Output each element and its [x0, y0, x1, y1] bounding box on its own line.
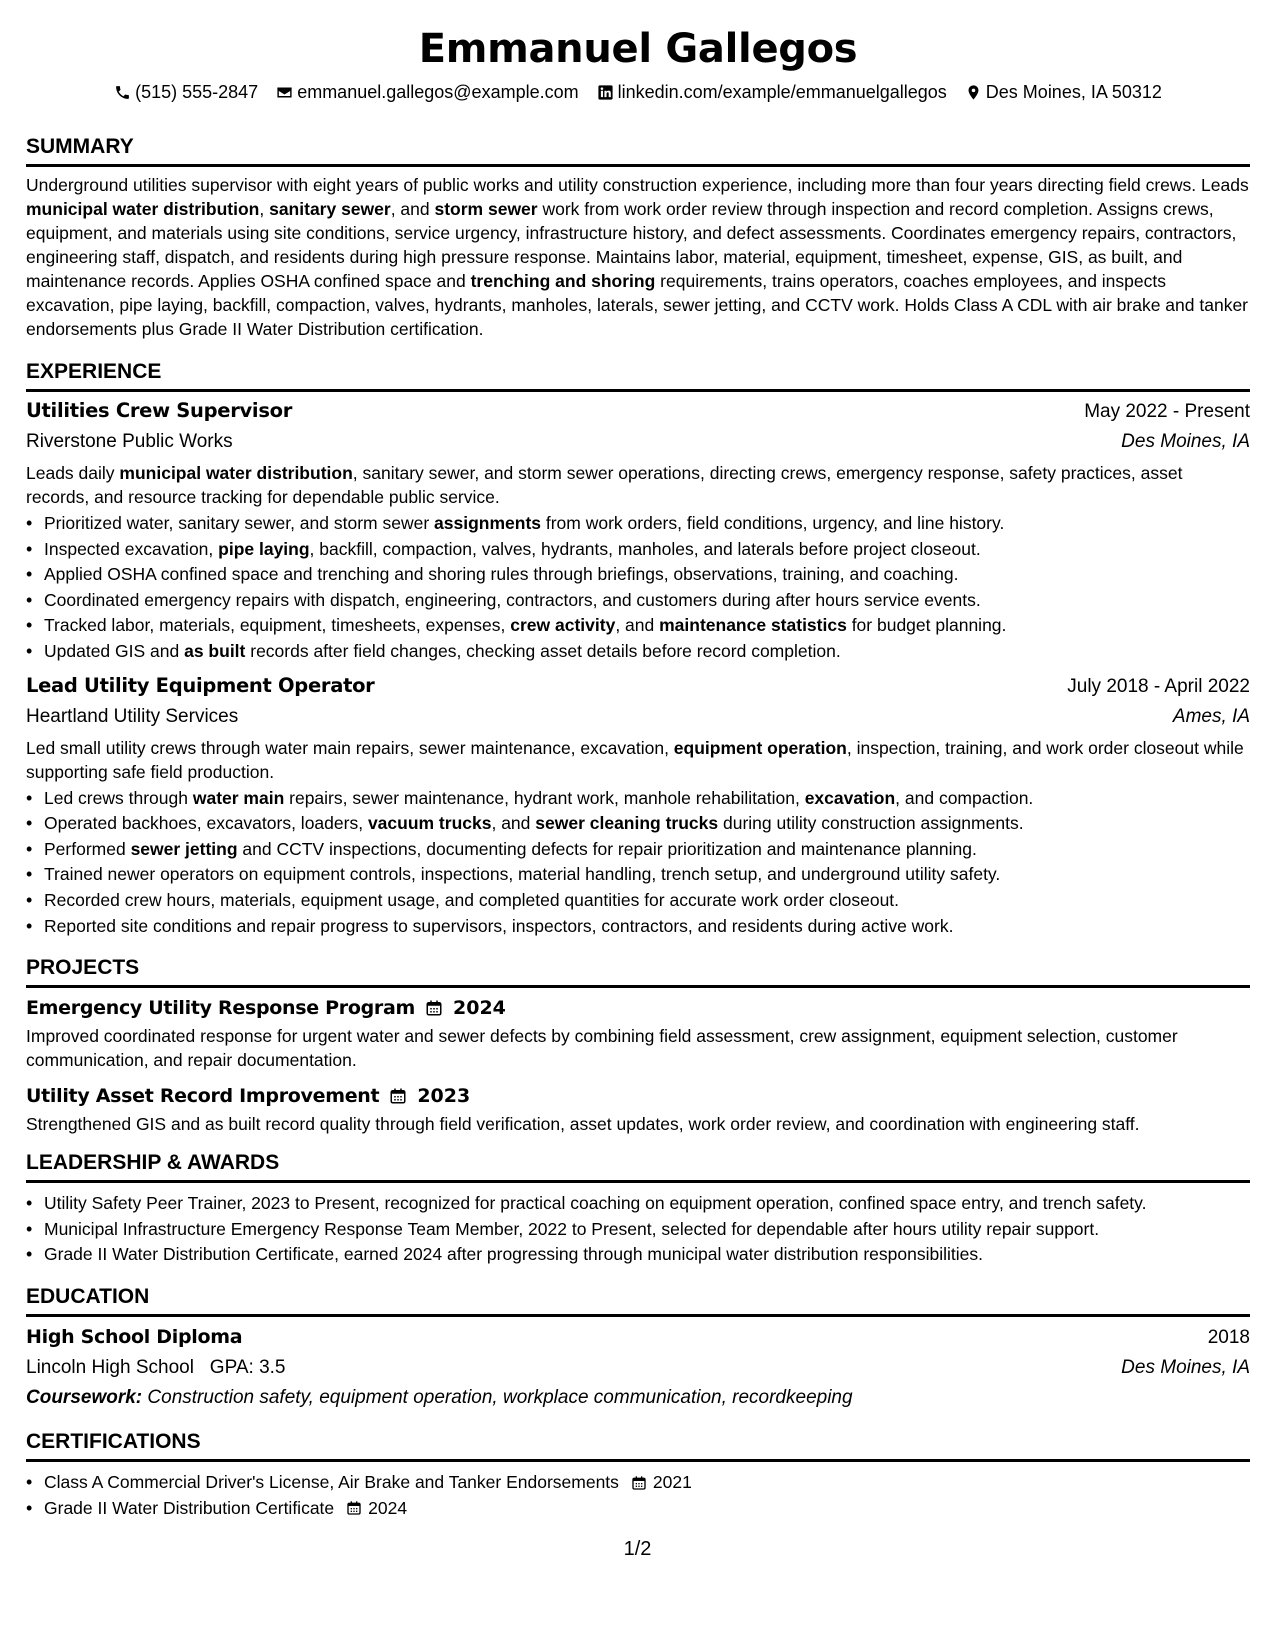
resume-page — [26, 0, 1250, 1521]
job-date: July 2018 - April 2022 — [1067, 675, 1250, 697]
list-item — [26, 1470, 1250, 1496]
certification-name: • Class A Commercial Driver's License, Air Brake and Tanker Endorsements — [44, 1471, 619, 1492]
email-text: emmanuel.gallegos@example.com — [297, 82, 579, 102]
calendar-icon — [346, 1500, 362, 1516]
job-location: Des Moines, IA — [1121, 431, 1250, 452]
summary-text: Underground utilities supervisor with eight years of public works and utility construction experience, including more than four years directing field crews. Leads municipal water distribution, sanitary sewer, and storm sewer work from work order review through inspection and record completion. Assigns crews, equipment, and materials using site conditions, service urgency, infrastructure history, and defect assessments. Coordinates emergency repairs, contractors, engineering staff, dispatch, and residents during high pressure response. Maintains labor, material, equipment, timesheet, expense, GIS, as built, and maintenance records. Applies OSHA confined space and trenching and shoring requirements, trains operators, coaches employees, and inspects excavation, pipe laying, backfill, compaction, valves, hydrants, manholes, laterals, sewer jetting, and CCTV work. Holds Class A CDL with air brake and tanker endorsements plus Grade II Water Distribution certification. — [26, 175, 1249, 339]
leadership-list — [26, 1191, 1250, 1268]
job-description: Leads daily municipal water distribution, sanitary sewer, and storm sewer operations, directing crews, emergency response, safety practices, asset records, and resource tracking for dependable public service. — [26, 463, 1183, 507]
list-item: • Operated backhoes, excavators, loaders, vacuum trucks, and sewer cleaning trucks during utility construction assignments. — [26, 811, 1250, 837]
coursework-label: Coursework: — [26, 1386, 143, 1408]
job-bullets — [26, 511, 1250, 665]
job-company: Heartland Utility Services — [26, 705, 239, 727]
list-item: • Prioritized water, sanitary sewer, and storm sewer assignments from work orders, field conditions, urgency, and line history. — [26, 511, 1250, 537]
coursework — [26, 1383, 1250, 1413]
calendar-icon — [389, 1087, 407, 1105]
certifications-list — [26, 1470, 1250, 1521]
gpa: GPA: 3.5 — [209, 1356, 286, 1378]
degree: High School Diploma — [26, 1325, 243, 1348]
list-item: • Tracked labor, materials, equipment, timesheets, expenses, crew activity, and maintenance statistics for budget planning. — [26, 613, 1250, 639]
contact-location — [965, 80, 1162, 104]
contact-bar — [26, 80, 1250, 104]
envelope-icon — [276, 84, 293, 101]
project-year: 2023 — [417, 1085, 471, 1108]
section-title-education: EDUCATION — [26, 1284, 1250, 1317]
job-title: Lead Utility Equipment Operator — [26, 673, 375, 697]
project-entry-2 — [26, 1082, 1250, 1136]
job-location: Ames, IA — [1172, 705, 1250, 727]
job-entry-2 — [26, 671, 1250, 940]
project-entry-1 — [26, 994, 1250, 1072]
project-year: 2024 — [453, 997, 506, 1020]
list-item: • Grade II Water Distribution Certificate, earned 2024 after progressing through municipal water distribution responsibilities. — [26, 1242, 1250, 1268]
section-title-projects: PROJECTS — [26, 955, 1250, 988]
project-title: Utility Asset Record Improvement — [26, 1085, 380, 1108]
school-line — [26, 1353, 285, 1383]
list-item: • Recorded crew hours, materials, equipment usage, and completed quantities for accurate work order closeout. — [26, 888, 1250, 914]
contact-phone — [114, 80, 258, 104]
job-title: Utilities Crew Supervisor — [26, 399, 293, 422]
education-location: Des Moines, IA — [1121, 1356, 1250, 1378]
contact-linkedin[interactable] — [597, 80, 947, 104]
job-entry-1 — [26, 396, 1250, 665]
phone-icon — [114, 84, 131, 101]
education-entry — [26, 1323, 1250, 1413]
job-bullets — [26, 786, 1250, 940]
project-description: Strengthened GIS and as built record quality through field verification, asset updates, work order review, and coordination with engineering staff. — [26, 1114, 1140, 1135]
calendar-icon — [631, 1475, 647, 1491]
list-item: • Trained newer operators on equipment controls, inspections, material handling, trench setup, and underground utility safety. — [26, 862, 1250, 888]
calendar-icon — [425, 999, 443, 1017]
certification-name: • Grade II Water Distribution Certificate — [44, 1497, 335, 1518]
section-title-summary: SUMMARY — [26, 134, 1250, 167]
list-item: • Led crews through water main repairs, sewer maintenance, hydrant work, manhole rehabilitation, excavation, and compaction. — [26, 786, 1250, 812]
education-year: 2018 — [1207, 1326, 1250, 1348]
phone-text: (515) 555-2847 — [135, 82, 259, 102]
list-item: • Utility Safety Peer Trainer, 2023 to Present, recognized for practical coaching on equipment operation, confined space entry, and trench safety. — [26, 1191, 1250, 1217]
section-title-leadership: LEADERSHIP & AWARDS — [26, 1150, 1250, 1183]
contact-email[interactable] — [276, 80, 578, 104]
coursework-text: Construction safety, equipment operation, workplace communication, recordkeeping — [147, 1386, 853, 1408]
list-item: • Inspected excavation, pipe laying, backfill, compaction, valves, hydrants, manholes, and laterals before project closeout. — [26, 537, 1250, 563]
list-item: • Coordinated emergency repairs with dispatch, engineering, contractors, and customers during after hours service events. — [26, 588, 1250, 614]
list-item: • Reported site conditions and repair progress to supervisors, inspectors, contractors, and residents during active work. — [26, 914, 1250, 940]
certification-year: 2024 — [368, 1497, 408, 1518]
list-item: • Municipal Infrastructure Emergency Response Team Member, 2022 to Present, selected for dependable after hours utility repair support. — [26, 1217, 1250, 1243]
section-title-certifications: CERTIFICATIONS — [26, 1429, 1250, 1462]
list-item: • Applied OSHA confined space and trenching and shoring rules through briefings, observations, training, and coaching. — [26, 562, 1250, 588]
project-title: Emergency Utility Response Program — [26, 997, 415, 1020]
section-title-experience: EXPERIENCE — [26, 359, 1250, 392]
page-number: 1/2 — [623, 1538, 652, 1560]
location-text: Des Moines, IA 50312 — [985, 82, 1162, 102]
job-date: May 2022 - Present — [1084, 401, 1250, 422]
map-pin-icon — [965, 84, 982, 101]
project-description: Improved coordinated response for urgent water and sewer defects by combining field assessment, crew assignment, equipment selection, customer communication, and repair documentation. — [26, 1026, 1178, 1071]
job-description: Led small utility crews through water main repairs, sewer maintenance, excavation, equipment operation, inspection, training, and work order closeout while supporting safe field production. — [26, 737, 1244, 782]
candidate-name: Emmanuel Gallegos — [418, 26, 858, 72]
linkedin-icon — [597, 84, 614, 101]
list-item — [26, 1496, 1250, 1522]
list-item: • Updated GIS and as built records after field changes, checking asset details before record completion. — [26, 639, 1250, 665]
job-company: Riverstone Public Works — [26, 431, 233, 452]
certification-year: 2021 — [652, 1471, 692, 1492]
linkedin-text: linkedin.com/example/emmanuelgallegos — [617, 82, 947, 102]
list-item: • Performed sewer jetting and CCTV inspections, documenting defects for repair prioritization and maintenance planning. — [26, 837, 1250, 863]
school-name: Lincoln High School — [26, 1356, 194, 1378]
